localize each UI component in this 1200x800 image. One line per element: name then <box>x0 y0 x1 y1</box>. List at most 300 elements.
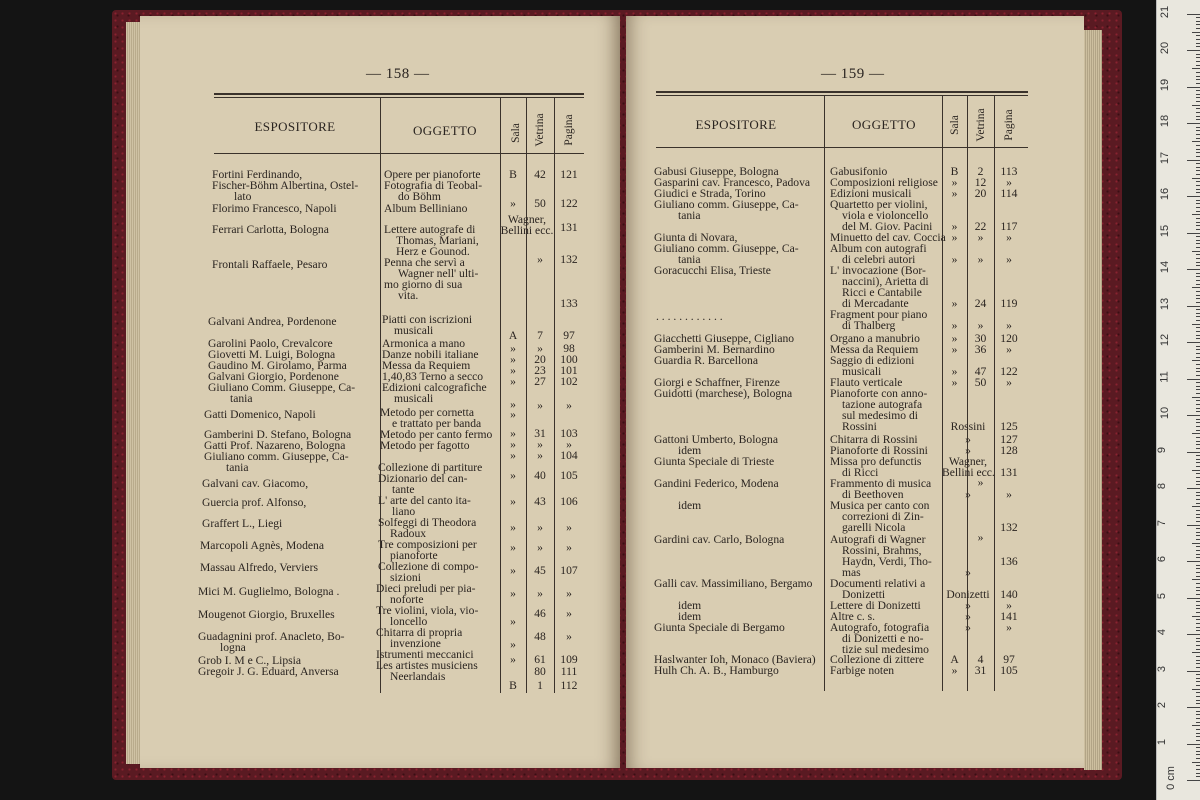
ruler-minor-tick <box>1196 262 1200 263</box>
pagina-value: 131 <box>560 221 578 234</box>
ruler-minor-tick <box>1196 700 1200 701</box>
pagina-value: 122 <box>560 197 578 210</box>
vetrina-value: 31 <box>974 664 987 677</box>
ruler-minor-tick <box>1196 258 1200 259</box>
pagina-value: 102 <box>560 375 578 388</box>
exhibit-object: invenzione <box>390 637 441 650</box>
ruler-minor-tick <box>1196 619 1200 620</box>
col-divider <box>526 98 527 693</box>
exhibit-object: del M. Giov. Pacini <box>842 220 933 233</box>
ruler-minor-tick <box>1196 554 1200 555</box>
exhibit-object: Collezione di zittere <box>830 653 925 666</box>
exhibit-object: Armonica a mano <box>382 337 466 350</box>
ruler-tick <box>1187 744 1200 745</box>
exhibit-object: Chitarra di propria <box>376 626 463 639</box>
ruler-minor-tick <box>1196 546 1200 547</box>
vetrina-value: 2 <box>977 165 984 178</box>
exhibit-object: Pianoforte di Rossini <box>830 444 928 457</box>
ruler-minor-tick <box>1196 222 1200 223</box>
pagina-value: » <box>566 587 572 600</box>
ruler-minor-tick <box>1196 39 1200 40</box>
ruler-minor-tick <box>1196 685 1200 686</box>
ruler-label: 6 <box>1156 555 1169 563</box>
exhibitor-name: lato <box>234 190 252 203</box>
ruler-label: 14 <box>1159 260 1172 274</box>
exhibitor-name: Massau Alfredo, Verviers <box>200 561 318 574</box>
ruler-minor-tick <box>1196 773 1200 774</box>
exhibitor-name: Giorgi e Schaffner, Firenze <box>654 376 780 389</box>
vetrina-value: 48 <box>534 630 546 643</box>
exhibitor-name: Galvani Giorgio, Pordenone <box>208 370 339 383</box>
ruler-minor-tick <box>1196 265 1200 266</box>
ruler-minor-tick <box>1192 251 1200 252</box>
ruler-minor-tick <box>1196 641 1200 642</box>
exhibit-object: Danze nobili italiane <box>382 348 479 361</box>
pagina-value: » <box>566 399 572 412</box>
ruler-minor-tick <box>1196 295 1200 296</box>
ruler-minor-tick <box>1196 481 1200 482</box>
ruler-minor-tick <box>1196 338 1200 339</box>
ruler-minor-tick <box>1196 663 1200 664</box>
ruler-label: 5 <box>1156 592 1169 599</box>
ruler-tick <box>1187 50 1200 51</box>
exhibit-object: Documenti relativi a <box>830 577 926 590</box>
sala-value: » <box>510 653 516 666</box>
sala-value: » <box>951 187 958 200</box>
exhibit-object: tizie sul medesimo <box>842 643 929 656</box>
ruler-minor-tick <box>1196 371 1200 372</box>
exhibitor-name: Guardia R. Barcellona <box>654 354 758 367</box>
vetrina-value: 50 <box>974 376 987 389</box>
ruler-minor-tick <box>1192 579 1200 580</box>
ruler-tick <box>1187 561 1200 562</box>
ruler-minor-tick <box>1196 550 1200 551</box>
ruler-minor-tick <box>1196 681 1200 682</box>
ruler-minor-tick <box>1196 112 1200 113</box>
ruler-minor-tick <box>1196 302 1200 303</box>
exhibit-object: vita. <box>398 289 419 302</box>
exhibitor-name: Gregoir J. G. Eduard, Anversa <box>198 665 339 678</box>
ruler-tick <box>1187 160 1200 161</box>
ruler-minor-tick <box>1196 254 1200 255</box>
pagina-value: 131 <box>1000 466 1018 479</box>
merged-cell-text: » <box>965 599 971 612</box>
ruler-minor-tick <box>1196 612 1200 613</box>
exhibit-object: Flauto verticale <box>830 376 903 389</box>
ruler-minor-tick <box>1196 170 1200 171</box>
pagina-value: 109 <box>560 653 578 666</box>
ruler-minor-tick <box>1196 163 1200 164</box>
ruler-minor-tick <box>1196 492 1200 493</box>
ruler-minor-tick <box>1196 473 1200 474</box>
exhibitor-name: Gatti Prof. Nazareno, Bologna <box>204 439 346 452</box>
ruler-tick <box>1187 598 1200 599</box>
exhibitor-name: Giunta di Novara, <box>654 231 738 244</box>
ruler-minor-tick <box>1196 54 1200 55</box>
ruler-minor-tick <box>1196 273 1200 274</box>
ruler-minor-tick <box>1196 711 1200 712</box>
exhibit-object: Album con autografi <box>830 242 927 255</box>
ruler-minor-tick <box>1196 375 1200 376</box>
ruler-minor-tick <box>1196 276 1200 277</box>
exhibitor-name: Giuliano comm. Giuseppe, Ca- <box>654 242 799 255</box>
ruler-tick <box>1187 488 1200 489</box>
exhibit-object: Collezione di compo- <box>378 560 479 573</box>
exhibit-object: Dieci preludi per pia- <box>376 582 476 595</box>
exhibitor-name: Gandini Federico, Modena <box>654 477 779 490</box>
sala-value: » <box>510 353 516 366</box>
ruler-minor-tick <box>1196 408 1200 409</box>
exhibit-object: Piatti con iscrizioni <box>382 313 473 326</box>
merged-cell-text: » <box>965 621 971 634</box>
ruler-tick <box>1187 123 1200 124</box>
ruler-label: 17 <box>1159 151 1172 164</box>
exhibit-object: Fragment pour piano <box>830 308 928 321</box>
exhibit-object: Herz e Gounod. <box>396 245 470 258</box>
merged-cell-text: » <box>965 610 971 623</box>
ruler-label: 2 <box>1156 701 1169 709</box>
vetrina-value: 7 <box>537 329 543 342</box>
ruler-minor-tick <box>1192 178 1200 179</box>
sala-value: » <box>951 231 958 244</box>
exhibitor-name: Frontali Raffaele, Pesaro <box>212 258 328 271</box>
exhibit-object: Autografo, fotografia <box>830 621 930 634</box>
ruler-minor-tick <box>1192 506 1200 507</box>
ruler-minor-tick <box>1196 459 1200 460</box>
sala-value: » <box>510 398 516 411</box>
ruler-minor-tick <box>1192 689 1200 690</box>
exhibitor-name: logna <box>220 641 246 654</box>
page-number: — 159 — <box>821 66 885 82</box>
ruler-minor-tick <box>1196 608 1200 609</box>
exhibitor-name: Gardini cav. Carlo, Bologna <box>654 533 785 546</box>
ruler-minor-tick <box>1196 539 1200 540</box>
page-158 <box>140 16 620 768</box>
ruler-minor-tick <box>1196 627 1200 628</box>
top-rule-thin <box>214 97 584 98</box>
vetrina-value: 12 <box>974 176 987 189</box>
ruler-minor-tick <box>1192 68 1200 69</box>
exhibitor-name: Giunta Speciale di Bergamo <box>654 621 785 634</box>
exhibit-object: tazione autografa <box>842 398 923 411</box>
exhibitor-name: Marcopoli Agnès, Modena <box>200 539 324 552</box>
ruler-label: 4 <box>1156 628 1169 636</box>
page-edges-left <box>126 22 140 764</box>
ruler-minor-tick <box>1196 444 1200 445</box>
pagina-value: 104 <box>560 449 578 462</box>
pagina-value: 122 <box>1000 365 1018 378</box>
sala-value: » <box>510 587 516 600</box>
ruler-minor-tick <box>1196 696 1200 697</box>
vetrina-value: 80 <box>534 665 546 678</box>
exhibitor-name: Mougenot Giorgio, Bruxelles <box>198 608 335 621</box>
ruler-minor-tick <box>1196 389 1200 390</box>
ruler-minor-tick <box>1192 32 1200 33</box>
exhibitor-name: Haslwanter Ioh, Monaco (Baviera) <box>654 653 816 666</box>
exhibitor-name: Galvani Andrea, Pordenone <box>208 315 337 328</box>
ruler-minor-tick <box>1196 477 1200 478</box>
sala-value: » <box>510 469 516 482</box>
ruler-minor-tick <box>1196 200 1200 201</box>
exhibit-object: Les artistes musiciens <box>376 659 478 672</box>
ruler-label: 18 <box>1159 114 1172 128</box>
pagina-value: » <box>1006 343 1012 356</box>
ruler-minor-tick <box>1196 134 1200 135</box>
ruler-minor-tick <box>1196 638 1200 639</box>
ruler-minor-tick <box>1196 462 1200 463</box>
exhibitor-name: Gabusi Giuseppe, Bologna <box>654 165 779 178</box>
vetrina-value: 47 <box>974 365 987 378</box>
ruler-minor-tick <box>1192 616 1200 617</box>
ruler-minor-tick <box>1192 397 1200 398</box>
pagina-value: 136 <box>1000 555 1018 568</box>
exhibit-object: L' arte del canto ita- <box>378 494 471 507</box>
sala-value: » <box>951 332 958 345</box>
ruler-minor-tick <box>1196 758 1200 759</box>
exhibitor-name: tania <box>226 461 249 474</box>
pagina-value: 100 <box>560 353 578 366</box>
ruler-minor-tick <box>1196 79 1200 80</box>
sala-value: B <box>950 165 959 178</box>
exhibit-object: musicali <box>394 392 434 405</box>
ruler-minor-tick <box>1196 594 1200 595</box>
ruler-minor-tick <box>1196 660 1200 661</box>
ruler-label: 3 <box>1156 665 1169 672</box>
ruler-minor-tick <box>1196 455 1200 456</box>
ruler-minor-tick <box>1196 35 1200 36</box>
ruler-minor-tick <box>1196 576 1200 577</box>
ruler-minor-tick <box>1196 364 1200 365</box>
exhibitor-name: Gattoni Umberto, Bologna <box>654 433 778 446</box>
exhibitor-name: Giacchetti Giuseppe, Cigliano <box>654 332 795 345</box>
col-divider <box>554 98 555 693</box>
ruler-minor-tick <box>1196 557 1200 558</box>
exhibit-object: di Ricci <box>842 466 879 479</box>
ruler-minor-tick <box>1196 733 1200 734</box>
exhibit-object: Autografi di Wagner <box>830 533 926 546</box>
pagina-value: 106 <box>560 495 578 508</box>
vetrina-value: » <box>977 531 984 544</box>
exhibit-object: Tre violini, viola, vio- <box>376 604 479 617</box>
ruler-tick <box>1187 634 1200 635</box>
ruler-minor-tick <box>1196 247 1200 248</box>
top-rule <box>214 93 584 95</box>
ruler-minor-tick <box>1196 138 1200 139</box>
ruler-minor-tick <box>1196 181 1200 182</box>
ruler-minor-tick <box>1196 499 1200 500</box>
ruler-minor-tick <box>1196 740 1200 741</box>
vetrina-value: 61 <box>534 653 546 666</box>
ruler-tick <box>1187 452 1200 453</box>
exhibit-object: Solfeggi di Theodora <box>378 516 477 529</box>
ruler-minor-tick <box>1196 430 1200 431</box>
ruler-minor-tick <box>1196 316 1200 317</box>
vetrina-value: » <box>977 319 984 332</box>
ruler-minor-tick <box>1196 97 1200 98</box>
ruler-label: 10 <box>1159 406 1172 420</box>
exhibitor-name: Giudici e Strada, Torino <box>654 187 766 200</box>
sala-value: » <box>951 376 958 389</box>
pagina-value: 107 <box>560 564 578 577</box>
pagina-value: 119 <box>1000 297 1018 310</box>
ruler-minor-tick <box>1196 400 1200 401</box>
ruler-minor-tick <box>1196 565 1200 566</box>
vetrina-value: 4 <box>977 653 984 666</box>
header-pagina: Pagina <box>563 114 575 146</box>
ruler-minor-tick <box>1192 433 1200 434</box>
exhibitor-name: Guidotti (marchese), Bologna <box>654 387 793 400</box>
ruler-minor-tick <box>1196 229 1200 230</box>
exhibit-object: do Böhm <box>398 190 441 203</box>
exhibitor-name: Giuliano comm. Giuseppe, Ca- <box>204 450 349 463</box>
pagina-value: 141 <box>1000 610 1018 623</box>
ruler-label: 15 <box>1159 224 1172 237</box>
exhibitor-name: Guercia prof. Alfonso, <box>202 496 307 509</box>
ruler-minor-tick <box>1196 130 1200 131</box>
exhibit-object: Frammento di musica <box>830 477 932 490</box>
exhibit-object: di Beethoven <box>842 488 904 501</box>
sala-value: » <box>951 220 958 233</box>
ruler-minor-tick <box>1196 43 1200 44</box>
pagina-value: » <box>566 630 572 643</box>
pagina-value: 121 <box>560 168 578 181</box>
pagina-value: » <box>1006 231 1012 244</box>
merged-cell-text: Wagner, <box>948 455 988 468</box>
ruler-minor-tick <box>1196 127 1200 128</box>
vetrina-value: 31 <box>534 427 546 440</box>
exhibitor-name: Gasparini cav. Francesco, Padova <box>654 176 811 189</box>
exhibitor-name: idem <box>678 499 702 512</box>
exhibitor-name: . . . . . . . . . . . . <box>656 310 723 323</box>
exhibit-object: Album Belliniano <box>384 202 468 215</box>
exhibit-object: garelli Nicola <box>842 521 906 534</box>
exhibit-object: liano <box>392 505 416 518</box>
ruler-minor-tick <box>1196 583 1200 584</box>
exhibit-object: pianoforte <box>390 549 438 562</box>
ruler-label: 1 <box>1156 738 1169 745</box>
ruler-minor-tick <box>1192 141 1200 142</box>
exhibit-object: e trattato per banda <box>392 417 482 430</box>
ruler-minor-tick <box>1196 61 1200 62</box>
exhibit-object: Edizioni musicali <box>830 187 912 200</box>
sala-value: » <box>510 197 516 210</box>
sala-value: » <box>510 342 516 355</box>
exhibit-object: Edizioni calcografiche <box>382 381 487 394</box>
exhibit-object: Lettere autografe di <box>384 223 476 236</box>
ruler-minor-tick <box>1196 101 1200 102</box>
ruler-minor-tick <box>1196 528 1200 529</box>
exhibit-object: Dizionario del can- <box>378 472 468 485</box>
measuring-ruler <box>1156 0 1200 800</box>
exhibitor-name: tania <box>678 253 701 266</box>
exhibit-object: Metodo per fagotto <box>380 439 470 452</box>
ruler-minor-tick <box>1196 568 1200 569</box>
ruler-minor-tick <box>1196 535 1200 536</box>
exhibit-object: Organo a manubrio <box>830 332 920 345</box>
ruler-minor-tick <box>1192 214 1200 215</box>
merged-cell-text: Wagner, <box>507 213 547 226</box>
ruler-label: 13 <box>1159 297 1172 310</box>
vetrina-value: 30 <box>974 332 987 345</box>
ruler-minor-tick <box>1196 411 1200 412</box>
ruler-minor-tick <box>1192 324 1200 325</box>
ruler-minor-tick <box>1196 572 1200 573</box>
sala-value: » <box>510 495 516 508</box>
ruler-minor-tick <box>1196 203 1200 204</box>
ruler-tick <box>1187 671 1200 672</box>
ruler-minor-tick <box>1196 298 1200 299</box>
ruler-minor-tick <box>1196 521 1200 522</box>
ruler-minor-tick <box>1196 90 1200 91</box>
pagina-value: » <box>1006 488 1012 501</box>
header-rule <box>214 153 584 154</box>
vetrina-value: » <box>977 476 984 489</box>
exhibit-object: mo giorno di sua <box>384 278 463 291</box>
ruler-minor-tick <box>1196 145 1200 146</box>
ruler-label: 21 <box>1159 5 1172 18</box>
ruler-minor-tick <box>1192 360 1200 361</box>
pagina-value: » <box>566 521 572 534</box>
merged-cell-text: » <box>965 433 971 446</box>
pagina-value: 120 <box>1000 332 1018 345</box>
ruler-tick <box>1187 379 1200 380</box>
ruler-minor-tick <box>1196 393 1200 394</box>
page-number: — 158 — <box>366 66 430 82</box>
exhibit-object: correzioni di Zin- <box>842 510 924 523</box>
ruler-tick <box>1187 233 1200 234</box>
pagina-value: 103 <box>560 427 578 440</box>
ruler-minor-tick <box>1196 65 1200 66</box>
sala-value: » <box>951 365 958 378</box>
ruler-minor-tick <box>1196 714 1200 715</box>
sala-value: » <box>510 449 516 462</box>
vetrina-value: 1 <box>537 679 543 692</box>
exhibit-object: di Mercadante <box>842 297 909 310</box>
pagina-value: 101 <box>560 364 578 377</box>
ruler-minor-tick <box>1196 484 1200 485</box>
sala-value: » <box>510 375 516 388</box>
vetrina-value: » <box>537 521 543 534</box>
vetrina-value: 46 <box>534 607 546 620</box>
exhibit-object: Metodo per canto fermo <box>380 428 493 441</box>
ruler-minor-tick <box>1196 243 1200 244</box>
pagina-value: 97 <box>563 329 575 342</box>
ruler-minor-tick <box>1196 94 1200 95</box>
exhibitor-name: Garolini Paolo, Crevalcore <box>208 337 333 350</box>
merged-cell-text: Bellini ecc. <box>500 224 554 237</box>
exhibitor-name: Gatti Domenico, Napoli <box>204 408 316 421</box>
ruler-minor-tick <box>1196 119 1200 120</box>
exhibit-object: musicali <box>842 365 882 378</box>
ruler-minor-tick <box>1196 207 1200 208</box>
merged-cell-text: » <box>965 566 971 579</box>
pagina-value: 132 <box>1000 521 1018 534</box>
pagina-value: 112 <box>560 679 578 692</box>
exhibitor-name: idem <box>678 610 702 623</box>
sala-value: » <box>951 297 958 310</box>
exhibit-object: Rossini, Brahms, <box>842 544 922 557</box>
header-oggetto: OGGETTO <box>413 123 477 138</box>
exhibit-object: Tre composizioni per <box>378 538 477 551</box>
ruler-minor-tick <box>1196 382 1200 383</box>
ruler-minor-tick <box>1196 754 1200 755</box>
exhibit-object: Farbige noten <box>830 664 895 677</box>
ruler-minor-tick <box>1196 765 1200 766</box>
merged-cell-text: Bellini ecc. <box>942 466 995 479</box>
ruler-minor-tick <box>1196 291 1200 292</box>
sala-value: » <box>951 343 958 356</box>
pagina-value: » <box>566 438 572 451</box>
